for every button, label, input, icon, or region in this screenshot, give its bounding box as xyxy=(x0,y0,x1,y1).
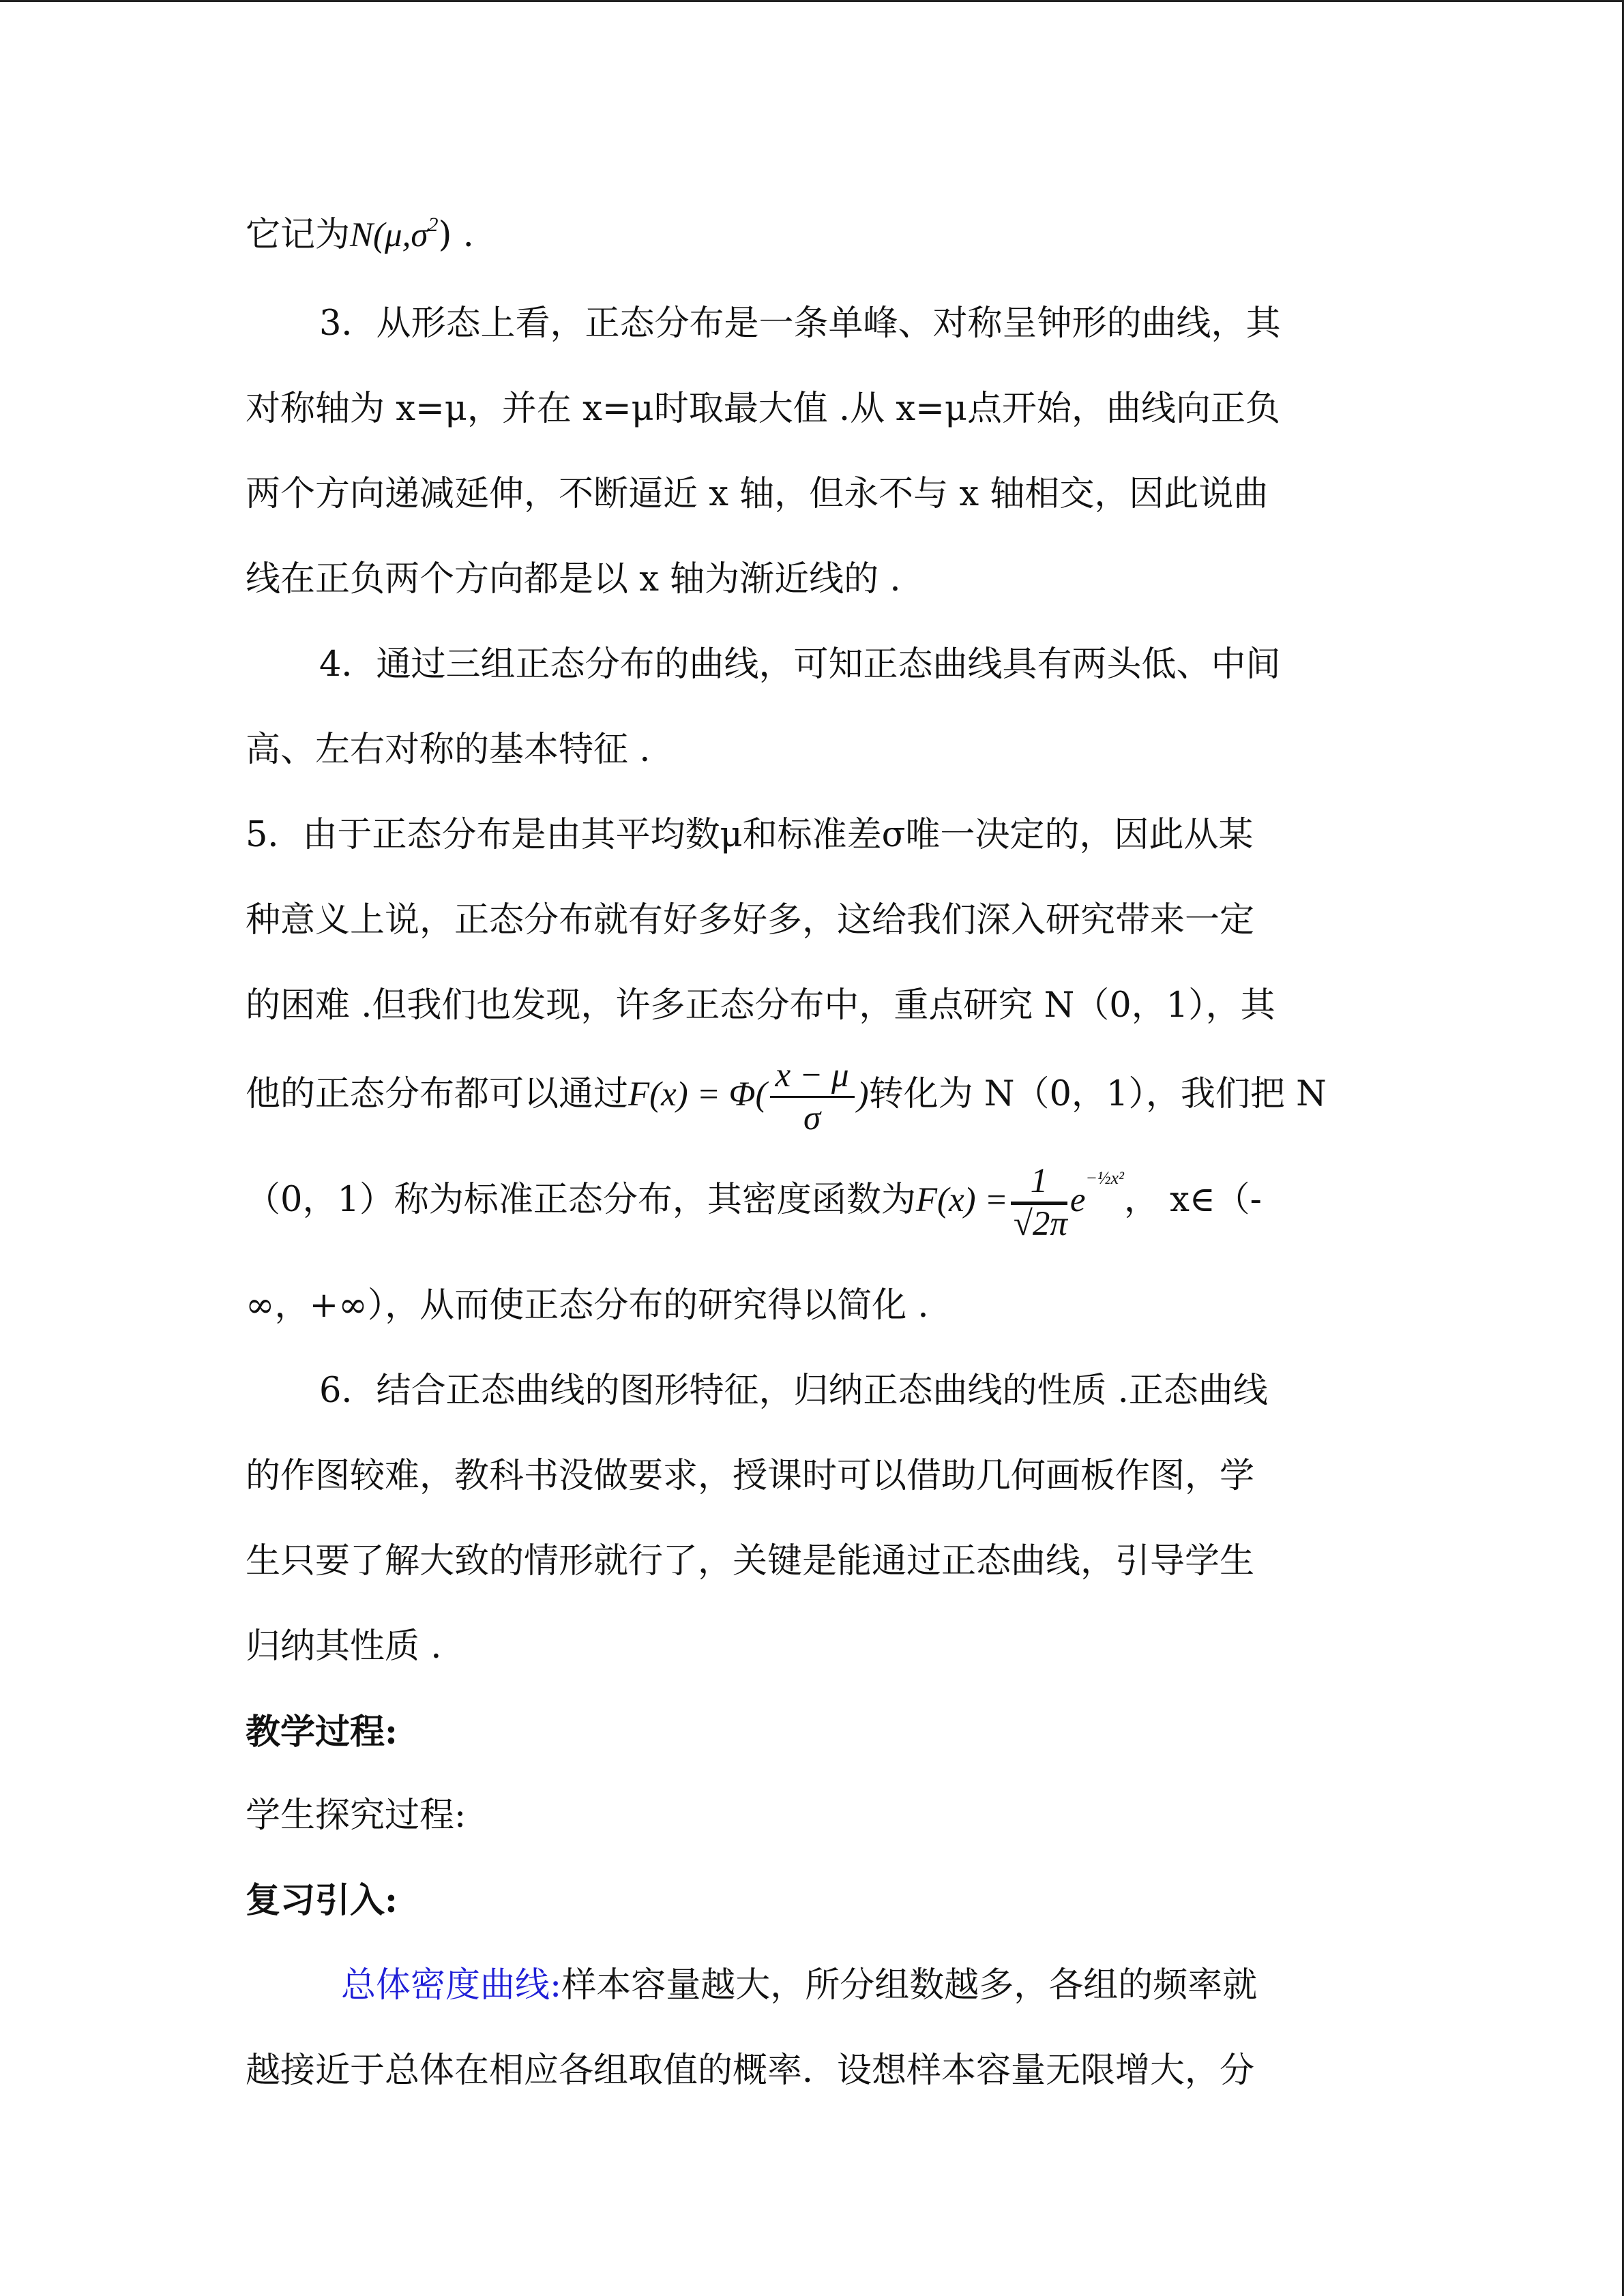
math-notation: N(μ,σ xyxy=(350,216,428,254)
line-5: 线在正负两个方向都是以 x 轴为渐近线的 . xyxy=(246,559,901,599)
formula-part: F(x) = xyxy=(915,1181,1008,1219)
line-15: 的作图较难，教科书没做要求，授课时可以借助几何画板作图，学 xyxy=(246,1456,1255,1496)
formula-part: F(x) = Φ( xyxy=(628,1075,767,1114)
line-6: 4．通过三组正态分布的曲线，可知正态曲线具有两头低、中间 xyxy=(319,644,1281,685)
line-2: 3．从形态上看，正态分布是一条单峰、对称呈钟形的曲线，其 xyxy=(319,303,1281,344)
line-1 xyxy=(246,211,474,264)
top-border xyxy=(0,0,1624,2)
term-highlight: 总体密度曲线: xyxy=(341,1965,562,2006)
line-9: 种意义上说，正态分布就有好多好多，这给我们深入研究带来一定 xyxy=(246,900,1255,940)
text: ， x∈（- xyxy=(1123,1180,1262,1220)
text: （0，1）称为标准正态分布，其密度函数为 xyxy=(246,1180,916,1220)
line-22: 越接近于总体在相应各组取值的概率．设想样本容量无限增大，分 xyxy=(246,2051,1255,2091)
numerator: 1 xyxy=(1011,1161,1067,1204)
line-10: 的困难 .但我们也发现，许多正态分布中，重点研究 N（0，1），其 xyxy=(246,985,1275,1026)
exponential-base: e xyxy=(1069,1181,1086,1219)
line-3: 对称轴为 x=μ，并在 x=μ时取最大值 .从 x=μ点开始，曲线向正负 xyxy=(246,389,1280,429)
line-17: 归纳其性质 . xyxy=(246,1626,442,1667)
denominator: √2π xyxy=(1011,1203,1067,1243)
line-21 xyxy=(341,1962,1257,2010)
heading-review: 复习引入: xyxy=(246,1880,398,1921)
text: 转化为 N（0，1），我们把 N xyxy=(868,1074,1327,1114)
line-student-exploration: 学生探究过程: xyxy=(246,1795,467,1836)
line-7: 高、左右对称的基本特征 . xyxy=(246,730,651,770)
line-16: 生只要了解大致的情形就行了，关键是能通过正态曲线，引导学生 xyxy=(246,1541,1255,1581)
denominator: σ xyxy=(803,1099,821,1137)
line-8: 5．由于正态分布是由其平均数μ和标准差σ唯一决定的，因此从某 xyxy=(246,815,1254,855)
line-14: 6．结合正态曲线的图形特征，归纳正态曲线的性质 .正态曲线 xyxy=(319,1371,1268,1411)
text: 他的正态分布都可以通过 xyxy=(246,1074,629,1114)
fraction xyxy=(1011,1161,1067,1244)
text: 样本容量越大，所分组数越多，各组的频率就 xyxy=(561,1965,1258,2006)
line-4: 两个方向递减延伸，不断逼近 x 轴，但永不与 x 轴相交，因此说曲 xyxy=(246,474,1269,514)
exponent: −½x² xyxy=(1085,1168,1124,1188)
numerator: x − μ xyxy=(770,1055,855,1098)
fraction xyxy=(770,1055,855,1139)
formula-part: ) xyxy=(857,1075,869,1114)
text: 它记为 xyxy=(246,215,351,255)
line-13: ∞，+∞），从而使正态分布的研究得以简化 . xyxy=(246,1285,929,1326)
line-11 xyxy=(246,1054,1327,1139)
heading-teaching-process: 教学过程: xyxy=(246,1712,398,1753)
line-12 xyxy=(246,1152,1262,1253)
text: ) . xyxy=(438,215,474,255)
superscript: 2 xyxy=(428,213,439,236)
